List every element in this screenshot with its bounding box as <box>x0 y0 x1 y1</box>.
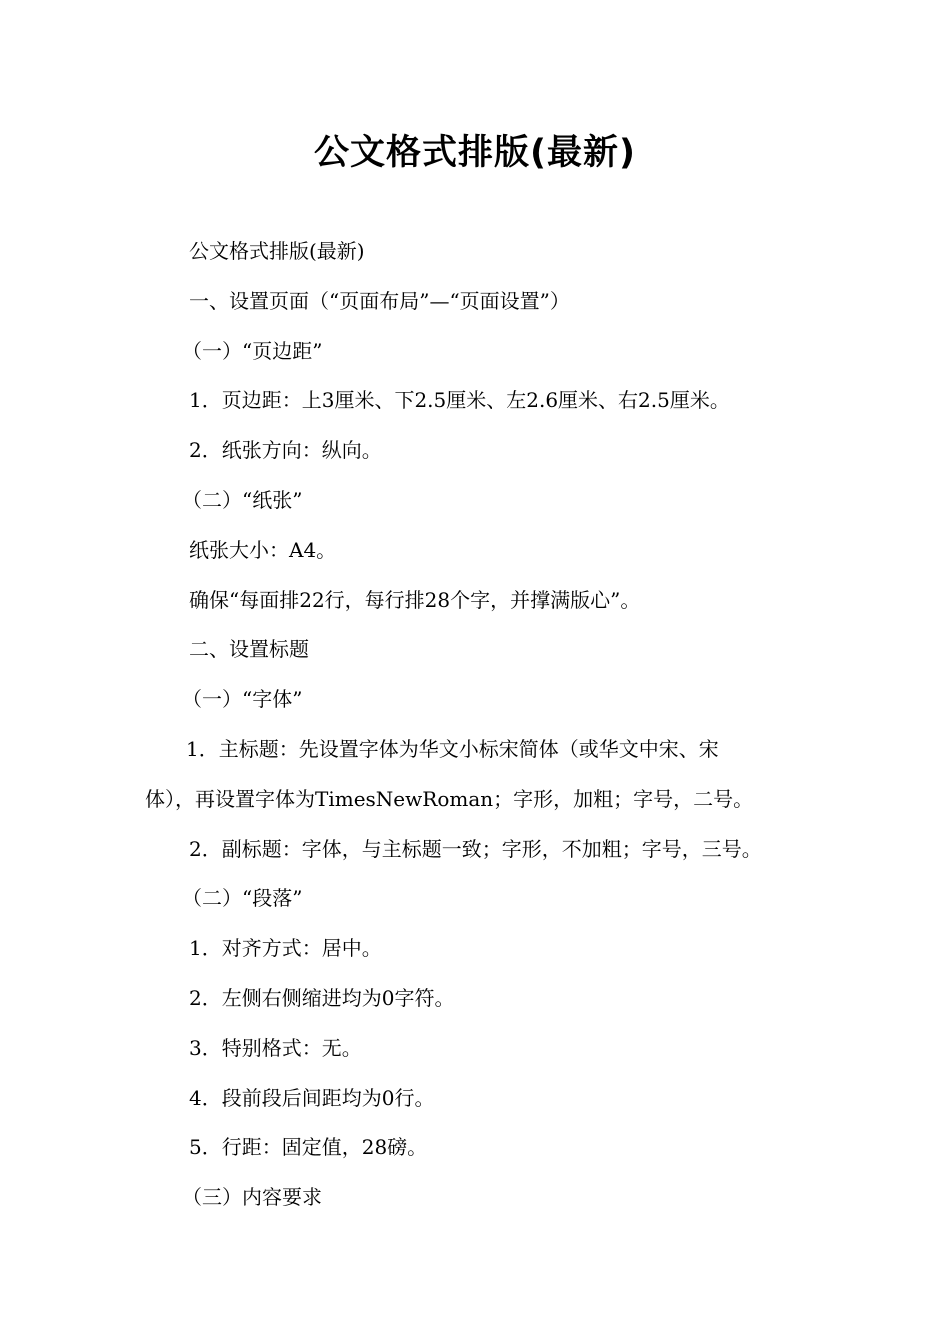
list-item: 2．纸张方向：纵向。 <box>189 438 382 463</box>
document-body <box>0 227 950 1223</box>
list-item: 1．页边距：上3厘米、下2.5厘米、左2.6厘米、右2.5厘米。 <box>189 388 730 413</box>
list-item: 4．段前段后间距均为0行。 <box>189 1085 435 1110</box>
document-title: 公文格式排版(最新) <box>314 133 636 173</box>
paragraph: 确保“每面排22行，每行排28个字，并撑满版心”。 <box>189 587 641 612</box>
section-heading: 一、设置页面（“页面布局”—“页面设置”） <box>189 288 570 313</box>
subsection-heading: （一）“字体” <box>182 687 303 712</box>
section-heading: 二、设置标题 <box>189 637 309 662</box>
subsection-heading: （二）“纸张” <box>182 487 303 512</box>
list-item: 2．副标题：字体，与主标题一致；字形，不加粗；字号，三号。 <box>189 836 762 861</box>
list-item: 1．对齐方式：居中。 <box>189 936 382 961</box>
list-item: 3．特别格式：无。 <box>189 1035 362 1060</box>
subsection-heading: （三）内容要求 <box>182 1185 322 1210</box>
list-item-continuation: 体），再设置字体为TimesNewRoman；字形，加粗；字号，二号。 <box>145 786 754 811</box>
paragraph: 公文格式排版(最新) <box>189 239 365 263</box>
list-item: 1．主标题：先设置字体为华文小标宋简体（或华文中宋、宋 <box>186 736 719 761</box>
list-item: 2．左侧右侧缩进均为0字符。 <box>189 985 455 1010</box>
subsection-heading: （一）“页边距” <box>182 338 323 363</box>
subsection-heading: （二）“段落” <box>182 886 303 911</box>
list-item: 5．行距：固定值，28磅。 <box>189 1135 428 1160</box>
paragraph: 纸张大小：A4。 <box>189 537 337 562</box>
